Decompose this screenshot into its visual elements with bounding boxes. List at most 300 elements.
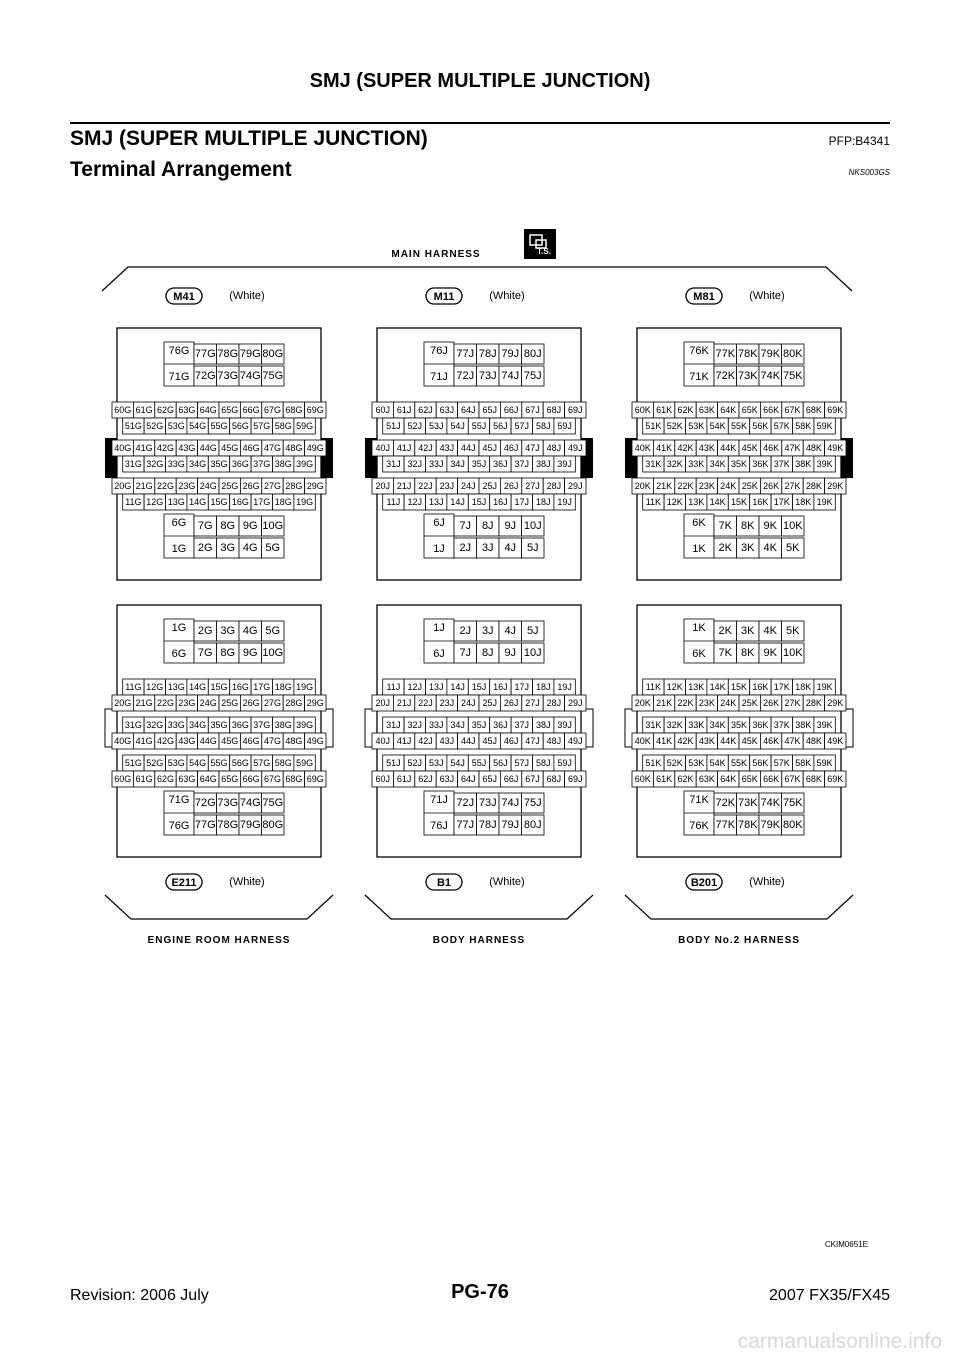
- pin-label: 42J: [418, 443, 433, 453]
- pin-label: 33J: [428, 459, 444, 469]
- pin-label: 25K: [741, 481, 758, 491]
- pin-label: 64K: [720, 405, 737, 415]
- pin-label: 58G: [274, 421, 292, 431]
- pin-label: 5J: [526, 625, 539, 637]
- pin-label: 31G: [124, 720, 142, 730]
- pin-label: 33G: [167, 720, 185, 730]
- pin-label: 72K: [715, 370, 736, 382]
- pin-label: 38G: [274, 459, 292, 469]
- pin-label: 78G: [217, 348, 239, 360]
- pin-label: 71G: [168, 794, 190, 806]
- pin-label: 27K: [784, 698, 801, 708]
- pin-label: 10G: [262, 647, 284, 659]
- pin-label: 38G: [274, 720, 292, 730]
- pin-label: 6K: [692, 517, 706, 529]
- pin-label: 7K: [718, 647, 732, 659]
- pin-label: 55K: [730, 758, 748, 768]
- pin-label: 27G: [263, 698, 282, 708]
- connector-m11: [365, 288, 593, 580]
- pin-label: 58K: [795, 421, 812, 431]
- connector-id-m41: M41: [173, 291, 195, 303]
- harness-bracket: [365, 895, 593, 919]
- pin-label: 32G: [146, 459, 164, 469]
- pin-label: 78J: [478, 819, 497, 831]
- pin-label: 54K: [709, 758, 726, 768]
- pin-label: 36G: [231, 720, 249, 730]
- pin-label: 49K: [827, 443, 844, 453]
- pin-label: 47G: [263, 443, 282, 453]
- pin-label: 52K: [666, 758, 683, 768]
- pin-label: 31K: [645, 720, 662, 730]
- pin-label: 25G: [221, 481, 239, 491]
- pin-label: 28K: [805, 481, 822, 491]
- pin-label: 2J: [459, 625, 472, 637]
- pin-label: 13J: [428, 682, 444, 692]
- pin-label: 53K: [688, 758, 705, 768]
- pin-label: 5J: [526, 542, 539, 554]
- pin-label: 13J: [428, 497, 444, 507]
- pin-label: 13K: [688, 497, 705, 507]
- pin-label: 37G: [253, 720, 271, 730]
- pin-label: 40K: [634, 443, 651, 453]
- pin-label: 54J: [450, 421, 465, 431]
- pin-label: 26K: [763, 481, 780, 491]
- pin-label: 23G: [178, 481, 196, 491]
- pin-label: 69G: [306, 774, 324, 784]
- pin-label: 41J: [396, 736, 412, 746]
- pin-label: 79G: [239, 348, 261, 360]
- pin-label: 21K: [656, 481, 673, 491]
- pin-label: 47K: [784, 736, 801, 746]
- pin-label: 4K: [763, 625, 777, 637]
- pin-label: 34J: [450, 459, 465, 469]
- pin-label: 79K: [760, 348, 781, 360]
- pin-label: 65G: [221, 405, 239, 415]
- pin-label: 34K: [709, 720, 726, 730]
- pin-label: 76K: [689, 820, 709, 832]
- pin-label: 78K: [737, 348, 758, 360]
- pin-label: 22G: [156, 698, 175, 708]
- pin-label: 3G: [220, 625, 236, 637]
- pin-label: 24J: [461, 698, 476, 708]
- pin-label: 29J: [568, 698, 583, 708]
- reference-code: NKS003GS: [848, 168, 890, 177]
- pin-label: 20J: [375, 698, 390, 708]
- model-text: 2007 FX35/FX45: [769, 1287, 890, 1304]
- pin-label: 27K: [784, 481, 801, 491]
- pin-label: 44J: [461, 443, 476, 453]
- pin-label: 27J: [525, 481, 540, 491]
- pin-label: 74J: [501, 370, 520, 382]
- pin-label: 61K: [656, 774, 673, 784]
- pin-label: 20J: [375, 481, 390, 491]
- pin-label: 53J: [428, 421, 444, 431]
- pin-label: 3K: [741, 542, 755, 554]
- pin-label: 63G: [178, 405, 196, 415]
- pin-label: 71J: [430, 371, 448, 383]
- pin-label: 36J: [493, 720, 508, 730]
- pin-label: 79K: [760, 819, 781, 831]
- pin-label: 25J: [482, 481, 497, 491]
- pin-label: 9J: [504, 647, 517, 659]
- pin-label: 56J: [493, 421, 508, 431]
- pin-label: 68G: [285, 405, 303, 415]
- pin-label: 18K: [795, 682, 812, 692]
- pin-label: 58J: [535, 758, 551, 768]
- pin-label: 17G: [253, 497, 271, 507]
- pin-label: 6J: [433, 517, 445, 529]
- pin-label: 7G: [197, 647, 213, 659]
- pin-label: 34G: [189, 720, 207, 730]
- pin-label: 33K: [688, 720, 705, 730]
- pin-label: 14K: [709, 682, 726, 692]
- pin-label: 53G: [167, 758, 185, 768]
- pin-label: 3J: [481, 542, 494, 554]
- pin-label: 64G: [199, 405, 217, 415]
- pin-label: 35G: [210, 459, 228, 469]
- pin-label: 80J: [523, 348, 542, 360]
- pin-label: 22K: [677, 698, 694, 708]
- pin-label: 42J: [418, 736, 433, 746]
- pin-label: 77G: [194, 348, 216, 360]
- pin-label: 61J: [396, 774, 412, 784]
- section-subtitle: Terminal Arrangement: [70, 158, 292, 181]
- pin-label: 12J: [407, 497, 423, 507]
- pin-label: 17J: [514, 497, 530, 507]
- pin-label: 42G: [156, 736, 175, 746]
- pin-label: 62K: [677, 774, 694, 784]
- pin-label: 17K: [773, 497, 790, 507]
- pin-label: 21K: [656, 698, 673, 708]
- ts-icon-label: T.S.: [537, 247, 551, 256]
- pin-label: 75G: [262, 370, 284, 382]
- pin-label: 4K: [763, 542, 777, 554]
- pin-label: 53J: [428, 758, 444, 768]
- part-code: PFP:B4341: [828, 134, 890, 148]
- connector-b1: [365, 605, 593, 946]
- pin-label: 75J: [523, 797, 542, 809]
- pin-label: 42G: [156, 443, 175, 453]
- pin-label: 57G: [253, 758, 271, 768]
- pin-label: 49K: [827, 736, 844, 746]
- pin-label: 64J: [461, 405, 476, 415]
- pin-label: 8K: [741, 647, 755, 659]
- page-number: PG-76: [451, 1281, 509, 1303]
- pin-label: 74G: [239, 797, 261, 809]
- pin-label: 29G: [306, 481, 324, 491]
- pin-label: 68K: [805, 405, 822, 415]
- pin-label: 20K: [634, 481, 651, 491]
- pin-label: 54G: [189, 758, 207, 768]
- pin-label: 8G: [220, 647, 236, 659]
- pin-label: 7G: [197, 520, 213, 532]
- pin-label: 33K: [688, 459, 705, 469]
- pin-label: 24J: [461, 481, 476, 491]
- pin-label: 21J: [396, 481, 412, 491]
- pin-label: 79J: [501, 348, 520, 360]
- pin-label: 57J: [514, 421, 530, 431]
- pin-label: 15J: [471, 682, 487, 692]
- pin-label: 48J: [546, 443, 562, 453]
- pin-label: 63G: [178, 774, 196, 784]
- pin-label: 54J: [450, 758, 465, 768]
- pin-label: 67J: [525, 774, 540, 784]
- pin-label: 19G: [296, 682, 314, 692]
- pin-label: 10K: [782, 647, 803, 659]
- harness-label: ENGINE ROOM HARNESS: [147, 935, 291, 946]
- pin-label: 18J: [535, 497, 551, 507]
- pin-label: 73G: [217, 797, 239, 809]
- pin-label: 77G: [194, 819, 216, 831]
- pin-label: 65G: [221, 774, 239, 784]
- pin-label: 80G: [262, 348, 284, 360]
- pin-label: 41G: [135, 443, 153, 453]
- pin-label: 66G: [242, 774, 260, 784]
- pin-label: 49G: [306, 736, 324, 746]
- pin-label: 46K: [763, 736, 780, 746]
- pin-label: 60K: [634, 774, 651, 784]
- pin-label: 56G: [231, 758, 249, 768]
- pin-label: 43K: [698, 443, 715, 453]
- pin-label: 66K: [763, 405, 780, 415]
- pin-label: 4G: [242, 542, 258, 554]
- pin-label: 6K: [692, 648, 706, 660]
- pin-label: 14J: [450, 682, 465, 692]
- watermark: carmanualsonline.info: [737, 1330, 942, 1353]
- pin-label: 64J: [461, 774, 476, 784]
- revision-text: Revision: 2006 July: [70, 1287, 209, 1304]
- pin-label: 61J: [396, 405, 412, 415]
- pin-label: 42K: [677, 443, 694, 453]
- pin-label: 32K: [666, 459, 683, 469]
- pin-label: 10K: [782, 520, 803, 532]
- pin-label: 51K: [645, 758, 662, 768]
- pin-label: 14G: [189, 497, 207, 507]
- pin-label: 76J: [430, 820, 448, 832]
- pin-label: 37J: [514, 720, 530, 730]
- pin-label: 54K: [709, 421, 726, 431]
- pin-label: 36G: [231, 459, 249, 469]
- pin-label: 15G: [210, 682, 228, 692]
- pin-label: 26J: [503, 698, 519, 708]
- connector-id-b201: B201: [690, 877, 718, 889]
- pin-label: 38J: [535, 720, 551, 730]
- pin-label: 69K: [827, 405, 844, 415]
- pin-label: 62J: [418, 774, 433, 784]
- pin-label: 37G: [253, 459, 271, 469]
- pin-label: 15K: [730, 682, 748, 692]
- pin-label: 32J: [407, 720, 423, 730]
- pin-label: 32K: [666, 720, 683, 730]
- pin-label: 12K: [666, 682, 683, 692]
- pin-label: 12G: [146, 497, 164, 507]
- pin-label: 31K: [645, 459, 662, 469]
- pin-label: 73J: [478, 797, 497, 809]
- pin-label: 26J: [503, 481, 519, 491]
- pin-label: 63K: [698, 405, 715, 415]
- pin-label: 73K: [737, 797, 758, 809]
- pin-label: 10G: [262, 520, 284, 532]
- pin-label: 2J: [459, 542, 472, 554]
- pin-label: 46G: [242, 736, 260, 746]
- pin-label: 46J: [503, 736, 519, 746]
- pin-label: 64K: [720, 774, 737, 784]
- pin-label: 23J: [439, 481, 455, 491]
- pin-label: 69G: [306, 405, 324, 415]
- pin-label: 28J: [546, 481, 562, 491]
- pin-label: 46G: [242, 443, 260, 453]
- pin-label: 38J: [535, 459, 551, 469]
- pin-label: 14J: [450, 497, 465, 507]
- pin-label: 31J: [386, 459, 401, 469]
- pin-label: 62J: [418, 405, 433, 415]
- pin-label: 34K: [709, 459, 726, 469]
- pin-label: 76K: [689, 345, 709, 357]
- pin-label: 53G: [167, 421, 185, 431]
- pin-label: 15G: [210, 497, 228, 507]
- pin-label: 45G: [221, 443, 239, 453]
- pin-label: 18G: [274, 682, 292, 692]
- connector-color-m11: (White): [489, 290, 525, 302]
- pin-label: 74K: [760, 797, 781, 809]
- pin-label: 65J: [482, 774, 497, 784]
- pin-label: 40G: [114, 443, 132, 453]
- pin-label: 46J: [503, 443, 519, 453]
- main-harness-bracket: [102, 267, 852, 291]
- pin-label: 28J: [546, 698, 562, 708]
- pin-label: 1J: [433, 543, 445, 555]
- pin-label: 4G: [242, 625, 258, 637]
- pin-label: 61G: [135, 405, 153, 415]
- pin-label: 44K: [720, 736, 737, 746]
- pin-label: 10J: [523, 520, 542, 532]
- pin-label: 44J: [461, 736, 476, 746]
- pin-label: 9K: [763, 647, 777, 659]
- pin-label: 28K: [805, 698, 822, 708]
- pin-label: 43G: [178, 443, 196, 453]
- pin-label: 62G: [156, 405, 175, 415]
- pin-label: 47J: [525, 736, 540, 746]
- pin-label: 71J: [430, 794, 448, 806]
- pin-label: 52G: [146, 758, 164, 768]
- pin-label: 51G: [124, 421, 142, 431]
- pin-label: 26G: [242, 698, 260, 708]
- pin-label: 75G: [262, 797, 284, 809]
- pin-label: 67G: [263, 774, 282, 784]
- pin-label: 24G: [199, 698, 217, 708]
- pin-label: 22G: [156, 481, 175, 491]
- pin-label: 15J: [471, 497, 487, 507]
- pin-label: 18G: [274, 497, 292, 507]
- pin-label: 71G: [168, 371, 190, 383]
- pin-label: 32G: [146, 720, 164, 730]
- pin-label: 39G: [296, 720, 314, 730]
- pin-label: 48G: [285, 443, 303, 453]
- pin-label: 80G: [262, 819, 284, 831]
- pin-label: 16K: [752, 497, 769, 507]
- pin-label: 42K: [677, 736, 694, 746]
- connector-color-b1: (White): [489, 876, 525, 888]
- pin-label: 59J: [557, 421, 572, 431]
- pin-label: 29K: [827, 698, 844, 708]
- pin-label: 5K: [786, 542, 800, 554]
- pin-label: 58J: [535, 421, 551, 431]
- pin-label: 51J: [386, 758, 401, 768]
- pin-label: 55G: [210, 758, 228, 768]
- image-code: CKIM0651E: [824, 1240, 868, 1249]
- pin-label: 69K: [827, 774, 844, 784]
- pin-label: 38K: [795, 459, 812, 469]
- pin-label: 3K: [741, 625, 755, 637]
- pin-label: 77J: [456, 819, 475, 831]
- pin-label: 4J: [504, 625, 517, 637]
- pin-label: 3J: [481, 625, 494, 637]
- pin-label: 35J: [471, 720, 487, 730]
- pin-label: 1G: [171, 543, 187, 555]
- pin-label: 52J: [407, 758, 423, 768]
- pin-label: 56K: [752, 421, 769, 431]
- pin-label: 29J: [568, 481, 583, 491]
- pin-label: 8J: [481, 520, 494, 532]
- pin-label: 78G: [217, 819, 239, 831]
- pin-label: 8G: [220, 520, 236, 532]
- pin-label: 75K: [782, 370, 803, 382]
- pin-label: 61K: [656, 405, 673, 415]
- pin-label: 78K: [737, 819, 758, 831]
- pin-label: 14K: [709, 497, 726, 507]
- pin-label: 60J: [375, 405, 390, 415]
- pin-label: 68G: [285, 774, 303, 784]
- pin-label: 2K: [718, 625, 732, 637]
- pin-label: 20G: [114, 481, 132, 491]
- connector-id-m81: M81: [693, 291, 715, 303]
- pin-label: 36K: [752, 459, 769, 469]
- pin-label: 72K: [715, 797, 736, 809]
- pin-label: 11G: [125, 682, 142, 692]
- pin-label: 21G: [135, 698, 153, 708]
- header-title: SMJ (SUPER MULTIPLE JUNCTION): [309, 70, 651, 92]
- pin-label: 65K: [741, 405, 758, 415]
- pin-label: 69J: [568, 774, 583, 784]
- pin-label: 15K: [730, 497, 748, 507]
- pin-label: 35G: [210, 720, 228, 730]
- pin-label: 23K: [698, 481, 715, 491]
- pin-label: 27J: [525, 698, 540, 708]
- pin-label: 11K: [645, 682, 662, 692]
- pin-label: 45K: [741, 736, 758, 746]
- pin-label: 10J: [523, 647, 542, 659]
- pin-label: 39K: [816, 459, 833, 469]
- pin-label: 40G: [114, 736, 132, 746]
- terminal-arrangement-diagram: [90, 215, 870, 955]
- pin-label: 25K: [741, 698, 758, 708]
- pin-label: 66K: [763, 774, 780, 784]
- pin-label: 44G: [199, 736, 217, 746]
- pin-label: 75J: [523, 370, 542, 382]
- pin-label: 33J: [428, 720, 444, 730]
- pin-label: 47K: [784, 443, 801, 453]
- pin-label: 63J: [439, 774, 455, 784]
- pin-label: 43K: [698, 736, 715, 746]
- pin-label: 77K: [715, 819, 736, 831]
- pin-label: 17J: [514, 682, 530, 692]
- pin-label: 66J: [503, 405, 519, 415]
- pin-label: 59J: [557, 758, 572, 768]
- pin-label: 66J: [503, 774, 519, 784]
- section-title: SMJ (SUPER MULTIPLE JUNCTION): [70, 127, 428, 150]
- pin-label: 43J: [439, 443, 455, 453]
- pin-label: 11G: [125, 497, 142, 507]
